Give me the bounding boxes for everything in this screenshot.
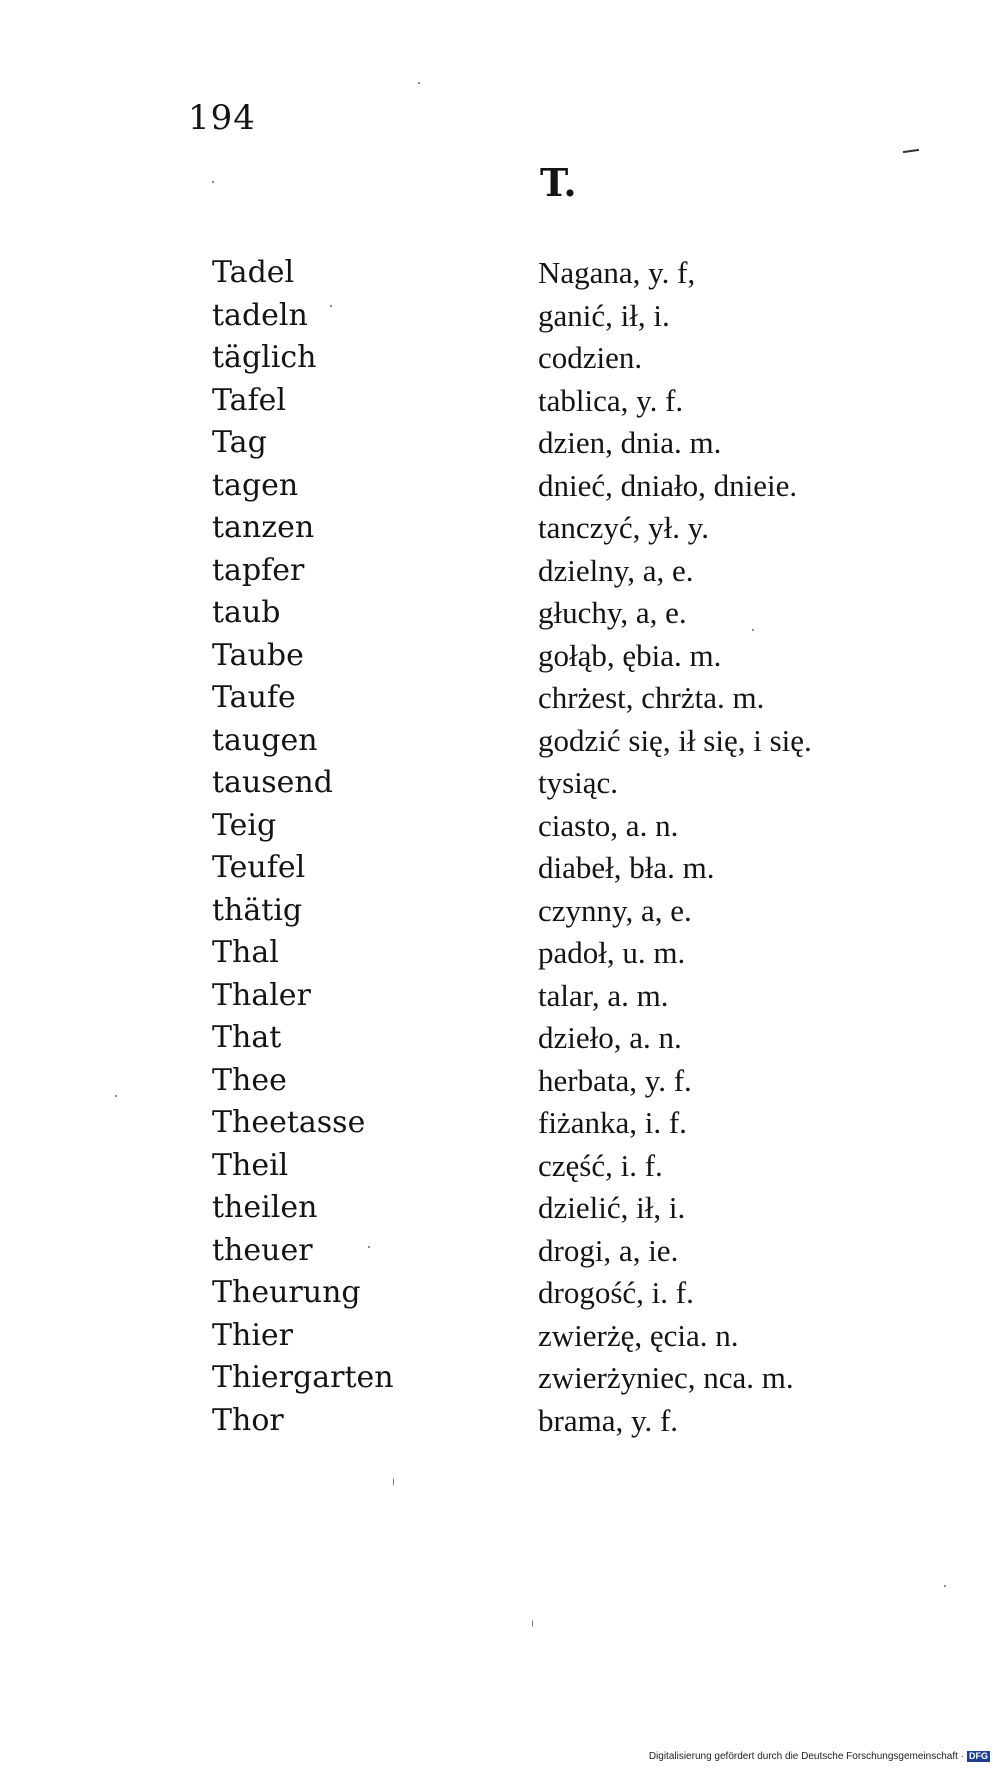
ink-mark [903, 149, 919, 153]
polish-translation: ciasto, a. n. [538, 807, 679, 843]
entry-row [0, 424, 1000, 467]
ink-speck [330, 305, 332, 307]
polish-translation: zwierżę, ęcia. n. [538, 1317, 739, 1353]
polish-translation: czynny, a, e. [538, 892, 692, 928]
german-headword: tausend [212, 765, 333, 800]
german-headword: tadeln [212, 297, 308, 333]
german-headword: Thal [212, 935, 279, 970]
polish-translation: diabeł, bła. m. [538, 850, 715, 885]
german-headword: tapfer [212, 552, 305, 588]
ink-speck [393, 1478, 394, 1486]
german-headword: theilen [212, 1190, 318, 1225]
german-headword: Taufe [212, 680, 296, 715]
ink-speck [532, 1620, 533, 1627]
polish-translation: drogość, i. f. [538, 1275, 694, 1310]
entry-row [0, 1147, 1000, 1190]
german-headword: That [212, 1020, 282, 1055]
entry-row [0, 807, 1000, 850]
entry-row [0, 1232, 1000, 1275]
ink-speck [212, 181, 214, 183]
entry-row [0, 254, 1000, 297]
entry-row [0, 722, 1000, 765]
entry-row [0, 1019, 1000, 1062]
polish-translation: drogi, a, ie. [538, 1232, 679, 1268]
polish-translation: tablica, y. f. [538, 382, 684, 418]
german-headword: Tadel [212, 255, 295, 290]
german-headword: Thor [212, 1402, 284, 1438]
polish-translation: herbata, y. f. [538, 1062, 692, 1098]
german-headword: taub [212, 595, 281, 630]
polish-translation: talar, a. m. [538, 977, 669, 1013]
entry-row [0, 297, 1000, 340]
polish-translation: dzielny, a, e. [538, 552, 694, 588]
entry-row [0, 892, 1000, 935]
german-headword: Theetasse [212, 1105, 366, 1140]
page-number: 194 [188, 98, 256, 138]
polish-translation: zwierżyniec, nca. m. [538, 1360, 794, 1395]
polish-translation: Nagana, y. f, [538, 255, 696, 290]
entry-row [0, 849, 1000, 892]
entry-row [0, 934, 1000, 977]
german-headword: Teufel [212, 850, 306, 885]
polish-translation: ganić, ił, i. [538, 297, 670, 333]
polish-translation: tysiąc. [538, 765, 619, 800]
entry-row [0, 1359, 1000, 1402]
polish-translation: brama, y. f. [538, 1402, 679, 1438]
entry-row [0, 679, 1000, 722]
german-headword: thätig [212, 892, 303, 928]
polish-translation: dnieć, dniało, dnieie. [538, 467, 798, 503]
german-headword: Tag [212, 425, 267, 460]
german-headword: Thee [212, 1062, 287, 1098]
german-headword: Theil [212, 1147, 289, 1183]
polish-translation: fiżanka, i. f. [538, 1105, 687, 1140]
polish-translation: godzić się, ił się, i się. [538, 722, 812, 758]
ink-speck [752, 629, 754, 631]
german-headword: Thiergarten [212, 1360, 394, 1395]
entry-row [0, 764, 1000, 807]
dfg-logo: DFG [969, 1751, 988, 1761]
entry-row [0, 1274, 1000, 1317]
ink-speck [115, 1095, 117, 1097]
polish-translation: tanczyć, ył. y. [538, 510, 709, 545]
dictionary-entries [0, 254, 1000, 1444]
ink-speck [944, 1585, 946, 1587]
ink-speck [368, 1246, 370, 1248]
entry-row [0, 467, 1000, 510]
entry-row [0, 552, 1000, 595]
polish-translation: część, i. f. [538, 1147, 663, 1183]
entry-row [0, 594, 1000, 637]
german-headword: Thaler [212, 977, 311, 1013]
entry-row [0, 382, 1000, 425]
entry-row [0, 339, 1000, 382]
entry-row [0, 509, 1000, 552]
polish-translation: padoł, u. m. [538, 935, 686, 970]
polish-translation: głuchy, a, e. [538, 595, 687, 630]
entry-row [0, 977, 1000, 1020]
german-headword: Theurung [212, 1275, 361, 1310]
entry-row [0, 1104, 1000, 1147]
polish-translation: dzieło, a. n. [538, 1020, 682, 1055]
polish-translation: gołąb, ębia. m. [538, 637, 722, 673]
german-headword: Teig [212, 807, 277, 843]
digitization-credit [649, 1751, 990, 1762]
entry-row [0, 637, 1000, 680]
polish-translation: dzielić, ił, i. [538, 1190, 686, 1225]
section-letter-heading: T. [540, 160, 577, 205]
german-headword: theuer [212, 1232, 313, 1268]
german-headword: Tafel [212, 382, 287, 418]
german-headword: taugen [212, 722, 318, 758]
german-headword: tanzen [212, 510, 315, 545]
german-headword: Thier [212, 1317, 294, 1353]
polish-translation: codzien. [538, 340, 643, 375]
german-headword: Taube [212, 637, 304, 673]
german-headword: täglich [212, 340, 317, 375]
entry-row [0, 1189, 1000, 1232]
polish-translation: chrżest, chrżta. m. [538, 680, 765, 715]
entry-row [0, 1402, 1000, 1445]
digitization-credit-text: Digitalisierung gefördert durch die Deutsche Forschungsgemeinschaft · [648, 1751, 964, 1762]
entry-row [0, 1317, 1000, 1360]
german-headword: tagen [212, 467, 299, 503]
entry-row [0, 1062, 1000, 1105]
polish-translation: dzien, dnia. m. [538, 425, 722, 460]
ink-speck [418, 82, 420, 84]
